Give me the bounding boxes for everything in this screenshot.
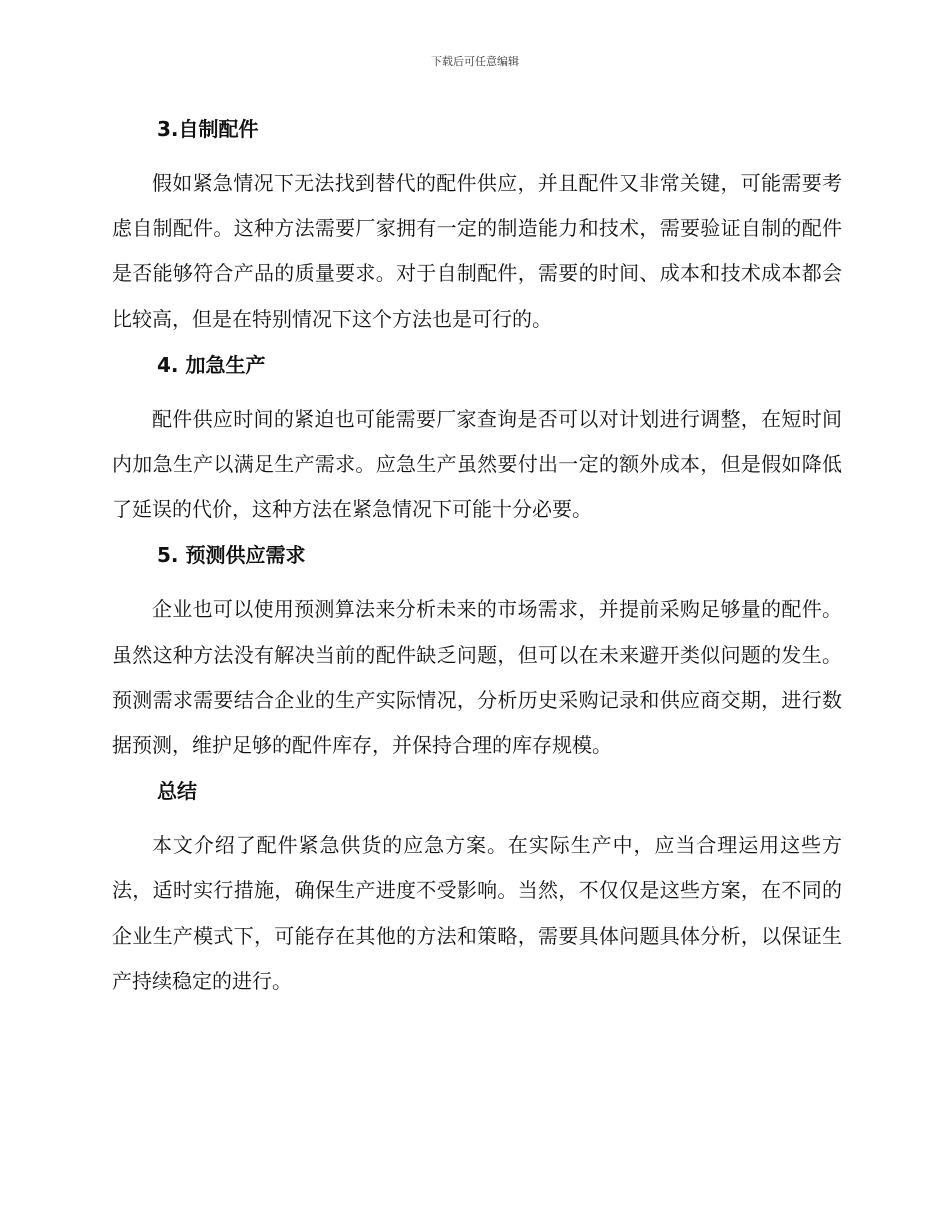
section-heading: 3.自制配件 [157, 117, 259, 141]
section-heading: 4. 加急生产 [157, 352, 266, 377]
section-heading: 5. 预测供应需求 [157, 543, 306, 568]
section-self-made-parts [112, 111, 842, 342]
section-paragraph: 企业也可以使用预测算法来分析未来的市场需求，并提前采购足够量的配件。虽然这种方法没有解决当前的配件缺乏问题，但可以在未来避开类似问题的发生。预测需求需要结合企业的生产实际情况，分析历史采购记录和供应商交期，进行数据预测，维护足够的配件库存，并保持合理的库存规模。 [112, 597, 842, 758]
page-header: 下载后可任意编辑 [431, 55, 519, 68]
section-heading: 总结 [157, 779, 197, 804]
section-rush-production [112, 347, 842, 533]
section-forecast-demand [112, 537, 842, 768]
section-paragraph: 配件供应时间的紧迫也可能需要厂家查询是否可以对计划进行调整，在短时间内加急生产以满足生产需求。应急生产虽然要付出一定的额外成本，但是假如降低了延误的代价，这种方法在紧急情况下可能十分必要。 [112, 406, 842, 522]
section-paragraph: 本文介绍了配件紧急供货的应急方案。在实际生产中，应当合理运用这些方法，适时实行措施，确保生产进度不受影响。当然，不仅仅是这些方案，在不同的企业生产模式下，可能存在其他的方法和策略，需要具体问题具体分析，以保证生产持续稳定的进行。 [112, 833, 842, 993]
section-summary [112, 773, 842, 1004]
document-body [112, 111, 842, 1004]
section-paragraph: 假如紧急情况下无法找到替代的配件供应，并且配件又非常关键，可能需要考虑自制配件。这种方法需要厂家拥有一定的制造能力和技术，需要验证自制的配件是否能够符合产品的质量要求。对于自制配件，需要的时间、成本和技术成本都会比较高，但是在特别情况下这个方法也是可行的。 [112, 171, 842, 331]
